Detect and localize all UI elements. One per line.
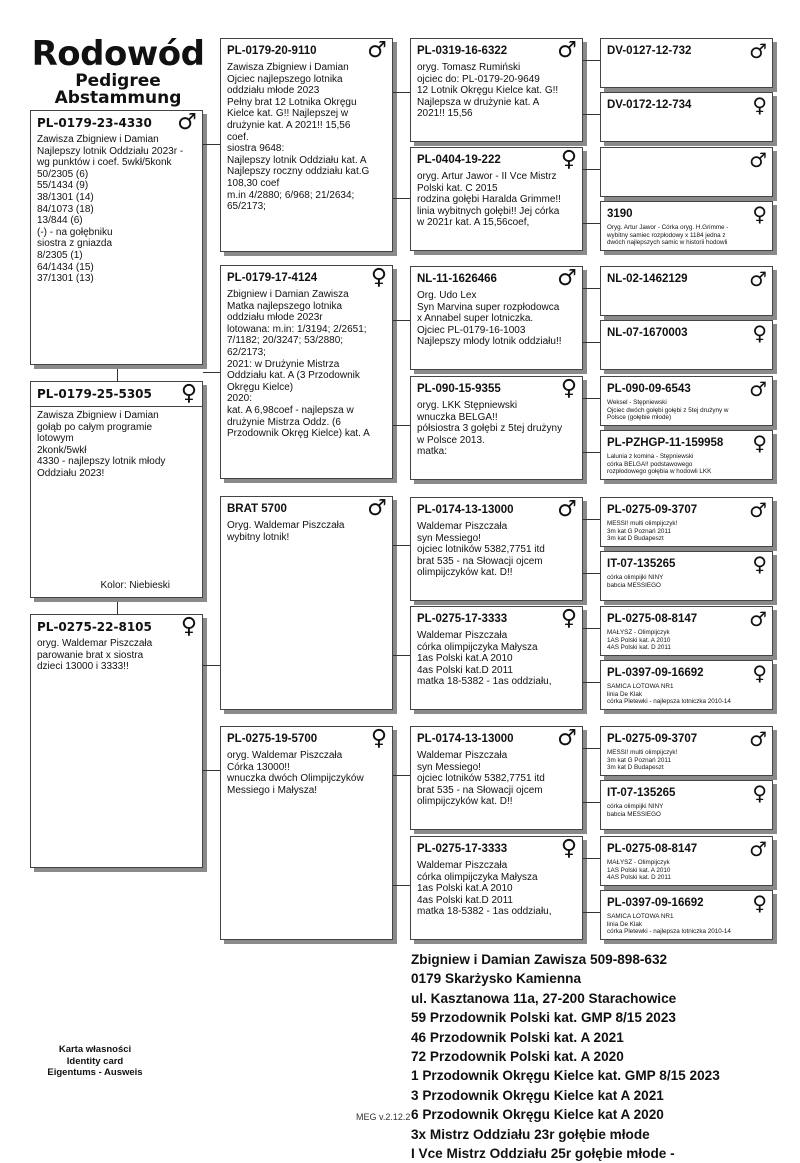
ring-number: PL-090-09-6543 — [607, 383, 691, 395]
connector-line — [393, 775, 410, 776]
pigeon-card[interactable] — [600, 551, 773, 601]
pigeon-card[interactable] — [600, 497, 773, 547]
card-label-pl: Karta własności — [58, 1044, 132, 1055]
female-symbol-icon: ♀ — [560, 376, 577, 401]
ring-number: PL-0275-09-3707 — [607, 733, 698, 745]
ring-number: PL-0404-19-222 — [417, 154, 501, 166]
pigeon-description: Waldemar Piszczała córka olimpijczyka Małysza 1as Polski kat.A 2010 4as Polski kat.D 2011 matka 18-5382 - 1as oddziału, — [417, 630, 552, 688]
owner-info-line: 3 Przodownik Okręgu Kielce kat A 2021 — [411, 1087, 664, 1103]
pigeon-description: Waldemar Piszczała syn Messiego! ojciec lotników 5382,7751 itd brat 535 - na Słowacji ojcem olimpijczyków kat. D!! — [417, 521, 545, 579]
female-symbol-icon: ♀ — [560, 836, 577, 861]
pigeon-card[interactable] — [600, 92, 773, 142]
connector-line — [583, 342, 600, 343]
connector-line — [583, 223, 600, 224]
male-symbol-icon: ♂ — [749, 148, 767, 172]
pigeon-card[interactable] — [600, 38, 773, 88]
pigeon-card[interactable] — [410, 38, 583, 142]
pigeon-card[interactable] — [600, 606, 773, 656]
pigeon-description: Zawisza Zbigniew i Damian gołąb po całym programie lotowym 2konk/5wkł 4330 - najlepszy lotnik młody Oddziału 2023! — [37, 410, 166, 479]
card-label-de: Eigentums - Ausweis — [47, 1067, 143, 1078]
pigeon-card[interactable] — [30, 110, 203, 365]
female-symbol-icon: ♀ — [370, 265, 387, 290]
connector-line — [203, 372, 220, 373]
pigeon-description: Waldemar Piszczała syn Messiego! ojciec lotników 5382,7751 itd brat 535 - na Słowacji ojcem olimpijczyków kat. D!! — [417, 750, 545, 808]
ring-number: NL-07-1670003 — [607, 327, 688, 339]
connector-line — [583, 60, 600, 61]
connector-line — [583, 452, 600, 453]
pigeon-description: Oryg. Artur Jawor - Córka oryg. H.Grimme - wybitny samiec rozpłodowy x 1184 jedna z dwóch najlepszych samic w historii hodowli — [607, 224, 729, 247]
male-symbol-icon: ♂ — [367, 38, 387, 63]
pigeon-card[interactable] — [600, 430, 773, 480]
pigeon-description: Org. Udo Lex Syn Marvina super rozpłodowca x Annabel super lotniczka. Ojciec PL-0179-16-1003 Najlepszy młody lotnik oddziału!! — [417, 290, 562, 348]
pigeon-card[interactable] — [410, 376, 583, 480]
connector-line — [203, 665, 220, 666]
male-symbol-icon: ♂ — [749, 377, 767, 401]
card-label-en: Identity card — [66, 1055, 124, 1067]
pigeon-card[interactable] — [220, 726, 393, 940]
ring-number: DV-0172-12-734 — [607, 99, 692, 111]
ring-number: PL-0275-19-5700 — [227, 733, 318, 745]
pigeon-description: oryg. Waldemar Piszczała Córka 13000!! wnuczka dwóch Olimpijczyków Messiego i Małysza! — [227, 750, 364, 796]
pigeon-description: Lalunia z komina - Stępniewski córka BELGA!! podstawowego rozpłodowego gołębia w hodowli LKK — [607, 453, 712, 476]
pigeon-description: SAMICA LOTOWA NR1 linia De Klak córka Pletewki - najlepsza lotniczka 2010-14 — [607, 913, 731, 936]
connector-line — [583, 114, 600, 115]
male-symbol-icon: ♂ — [749, 267, 767, 291]
pigeon-description: Waldemar Piszczała córka olimpijczyka Małysza 1as Polski kat.A 2010 4as Polski kat.D 2011 matka 18-5382 - 1as oddziału, — [417, 860, 552, 918]
pigeon-description: Zawisza Zbigniew i Damian Ojciec najlepszego lotnika oddziału młode 2023 Pełny brat 12 Lotnika Okręgu Kielce kat. G!! Najlepszej w drużynie kat. A 2021!! 15,56 coef. siostra 9648: Najlepszy lotnik Oddziału kat. A Najlepszy roczny oddziału kat.G 108,30 coef m.in 4/2880; 6/968; 21/2634; 65/2173; — [227, 62, 370, 213]
connector-line — [393, 885, 410, 886]
pigeon-description: oryg. Tomasz Rumiński ojciec do: PL-0179-20-9649 12 Lotnik Okręgu Kielce kat. G!! Najlepsza w drużynie kat. A 2021!! 15,56 — [417, 62, 559, 120]
ring-number: IT-07-135265 — [607, 558, 676, 570]
pigeon-description: oryg. LKK Stępniewski wnuczka BELGA!! półsiostra 3 gołębi z 5tej drużyny w Polsce 2013. matka: — [417, 400, 563, 458]
ring-number: DV-0127-12-732 — [607, 45, 692, 57]
pigeon-description: Zawisza Zbigniew i Damian Najlepszy lotnik Oddziału 2023r - wg punktów i coef. 5wkł/5konk 50/2305 (6) 55/1434 (9) 38/1301 (14) 84/1073 (18) 13/844 (6) (-) - na gołębniku siostra z gniazda 8/2305 (1) 64/1434 (15) 37/1301 (13) — [37, 134, 184, 285]
connector-line — [583, 519, 600, 520]
male-symbol-icon: ♂ — [749, 607, 767, 631]
ring-number: PL-0275-22-8105 — [37, 620, 152, 634]
female-symbol-icon: ♀ — [560, 606, 577, 631]
pigeon-card[interactable] — [600, 201, 773, 251]
pigeon-description: MAŁYSZ - Olimpijczyk 1AS Polski kat. A 2010 4AS Polski kat. D 2011 — [607, 629, 671, 652]
connector-line — [583, 169, 600, 170]
pigeon-card[interactable] — [600, 376, 773, 426]
male-symbol-icon: ♂ — [557, 38, 577, 63]
pedigree-subtitle-de: Abstammung — [54, 88, 182, 108]
pigeon-card[interactable] — [410, 497, 583, 601]
ring-number: PL-0319-16-6322 — [417, 45, 508, 57]
owner-info-line: ul. Kasztanowa 11a, 27-200 Starachowice — [411, 990, 677, 1006]
pigeon-card[interactable] — [220, 265, 393, 479]
ring-number: NL-02-1462129 — [607, 273, 688, 285]
male-symbol-icon: ♂ — [177, 110, 197, 135]
connector-line — [583, 748, 600, 749]
ring-number: PL-0179-17-4124 — [227, 272, 318, 284]
pedigree-subtitle-en: Pedigree — [75, 71, 161, 91]
owner-info-line: I Vce Mistrz Oddziału 25r gołębie młode - — [411, 1146, 675, 1162]
pigeon-card[interactable] — [600, 660, 773, 710]
pigeon-card[interactable] — [30, 381, 203, 598]
pigeon-card[interactable] — [220, 38, 393, 252]
pigeon-description: córka olimpijki NINY babcia MESSIEGO — [607, 574, 664, 589]
pigeon-card[interactable] — [600, 780, 773, 830]
ring-number: PL-PZHGP-11-159958 — [607, 437, 724, 449]
male-symbol-icon: ♂ — [749, 39, 767, 63]
male-symbol-icon: ♂ — [749, 498, 767, 522]
connector-line — [393, 92, 410, 93]
ring-number: PL-0179-25-5305 — [31, 387, 202, 407]
owner-info — [411, 950, 720, 1163]
connector-line — [393, 425, 410, 426]
identity-card-label — [20, 1044, 170, 1079]
owner-info-line: 46 Przodownik Polski kat. A 2021 — [411, 1029, 624, 1045]
pigeon-card[interactable] — [410, 726, 583, 830]
software-version: MEG v.2.12.2 — [356, 1112, 411, 1122]
ring-number: PL-0174-13-13000 — [417, 733, 514, 745]
pigeon-card[interactable] — [600, 266, 773, 316]
female-symbol-icon: ♀ — [752, 321, 767, 345]
connector-line — [583, 628, 600, 629]
color-label: Kolor: Niebieski — [100, 580, 170, 591]
connector-line — [583, 858, 600, 859]
ring-number: PL-0275-17-3333 — [417, 613, 508, 625]
ring-number: 3190 — [607, 208, 633, 220]
pigeon-card[interactable] — [600, 320, 773, 370]
connector-line — [117, 365, 118, 381]
male-symbol-icon: ♂ — [749, 727, 767, 751]
pigeon-card[interactable] — [410, 147, 583, 251]
female-symbol-icon: ♀ — [752, 431, 767, 455]
owner-info-line: 59 Przodownik Polski kat. GMP 8/15 2023 — [411, 1010, 676, 1026]
female-symbol-icon: ♀ — [752, 552, 767, 576]
ring-number: PL-090-15-9355 — [417, 383, 501, 395]
pigeon-card[interactable] — [600, 890, 773, 940]
connector-line — [393, 545, 410, 546]
pigeon-card[interactable] — [410, 266, 583, 370]
pigeon-card[interactable] — [600, 147, 773, 197]
connector-line — [583, 288, 600, 289]
ring-number: BRAT 5700 — [227, 503, 287, 515]
pigeon-description: Weksel - Stępniewski Ojciec dwóch gołębi gołębi z 5tej drużyny w Polsce (gołębie młode) — [607, 399, 729, 422]
owner-info-line: 72 Przodownik Polski kat. A 2020 — [411, 1049, 624, 1065]
ring-number: PL-0275-08-8147 — [607, 613, 698, 625]
pedigree-title: Rodowód — [31, 34, 205, 74]
pigeon-description: Oryg. Waldemar Piszczała wybitny lotnik! — [227, 520, 345, 543]
female-symbol-icon: ♀ — [180, 614, 197, 639]
ring-number: PL-0275-17-3333 — [417, 843, 508, 855]
connector-line — [203, 144, 220, 145]
connector-line — [117, 597, 118, 615]
connector-line — [203, 770, 220, 771]
ring-number: PL-0397-09-16692 — [607, 667, 704, 679]
ring-number: PL-0179-23-4330 — [37, 116, 152, 130]
female-symbol-icon: ♀ — [180, 381, 197, 406]
owner-info-line: 6 Przodownik Okręgu Kielce kat A 2020 — [411, 1107, 664, 1123]
connector-line — [583, 802, 600, 803]
pigeon-description: oryg. Waldemar Piszczała parowanie brat x siostra dzieci 13000 i 3333!! — [37, 638, 153, 673]
ring-number: IT-07-135265 — [607, 787, 676, 799]
connector-line — [583, 912, 600, 913]
female-symbol-icon: ♀ — [370, 726, 387, 751]
owner-info-line: 3x Mistrz Oddziału 23r gołębie młode — [411, 1126, 650, 1142]
ring-number: PL-0275-09-3707 — [607, 504, 698, 516]
male-symbol-icon: ♂ — [557, 726, 577, 751]
female-symbol-icon: ♀ — [752, 781, 767, 805]
ring-number: PL-0174-13-13000 — [417, 504, 514, 516]
pigeon-description: Zbigniew i Damian Zawisza Matka najlepszego lotnika oddziału młode 2023r lotowana: m.in: 1/3194; 2/2651; 7/1182; 20/3247; 53/2880; 62/2173; 2021: w Drużynie Mistrza Oddziału kat. A (3 Przodownik Okręgu Kielce) 2020: kat. A 6,98coef - najlepsza w drużynie Mistrza Oddz. (6 Przodownik Okręg Kielce) kat. A — [227, 289, 370, 440]
female-symbol-icon: ♀ — [560, 147, 577, 172]
pigeon-description: oryg. Artur Jawor - II Vce Mistrz Polski kat. C 2015 rodzina gołębi Haralda Grimme!! linia wybitnych gołębi!! Jej córka w 2021r kat. A 15,56coef, — [417, 171, 561, 229]
male-symbol-icon: ♂ — [557, 497, 577, 522]
ring-number: PL-0397-09-16692 — [607, 897, 704, 909]
owner-info-line: Zbigniew i Damian Zawisza 509-898-632 — [411, 952, 668, 967]
pigeon-description: SAMICA LOTOWA NR1 linia De Klak córka Pletewki - najlepsza lotniczka 2010-14 — [607, 683, 731, 706]
female-symbol-icon: ♀ — [752, 891, 767, 915]
connector-line — [583, 398, 600, 399]
owner-info-line: 1 Przodownik Okręgu Kielce kat. GMP 8/15 2023 — [411, 1068, 720, 1084]
male-symbol-icon: ♂ — [557, 266, 577, 291]
connector-line — [583, 682, 600, 683]
connector-line — [393, 655, 410, 656]
male-symbol-icon: ♂ — [749, 837, 767, 861]
pigeon-card[interactable] — [410, 836, 583, 940]
pigeon-card[interactable] — [220, 496, 393, 710]
owner-info-line: 0179 Skarżysko Kamienna — [411, 971, 582, 987]
female-symbol-icon: ♀ — [752, 93, 767, 117]
connector-line — [393, 198, 410, 199]
connector-line — [393, 320, 410, 321]
pigeon-description: MESSI! multi olimpijczyk! 3m kat G Poznań 2011 3m kat D Budapeszt — [607, 749, 678, 772]
male-symbol-icon: ♂ — [367, 496, 387, 521]
pigeon-description: córka olimpijki NINY babcia MESSIEGO — [607, 803, 664, 818]
ring-number: PL-0275-08-8147 — [607, 843, 698, 855]
female-symbol-icon: ♀ — [752, 661, 767, 685]
connector-line — [583, 573, 600, 574]
pigeon-card[interactable] — [410, 606, 583, 710]
ring-number: NL-11-1626466 — [417, 273, 497, 285]
female-symbol-icon: ♀ — [752, 202, 767, 226]
pigeon-description: MESSI! multi olimpijczyk! 3m kat G Poznań 2011 3m kat D Budapeszt — [607, 520, 678, 543]
pigeon-description: MAŁYSZ - Olimpijczyk 1AS Polski kat. A 2010 4AS Polski kat. D 2011 — [607, 859, 671, 882]
ring-number: PL-0179-20-9110 — [227, 45, 317, 57]
pigeon-card[interactable] — [600, 836, 773, 886]
pigeon-card[interactable] — [600, 726, 773, 776]
pigeon-card[interactable] — [30, 614, 203, 868]
